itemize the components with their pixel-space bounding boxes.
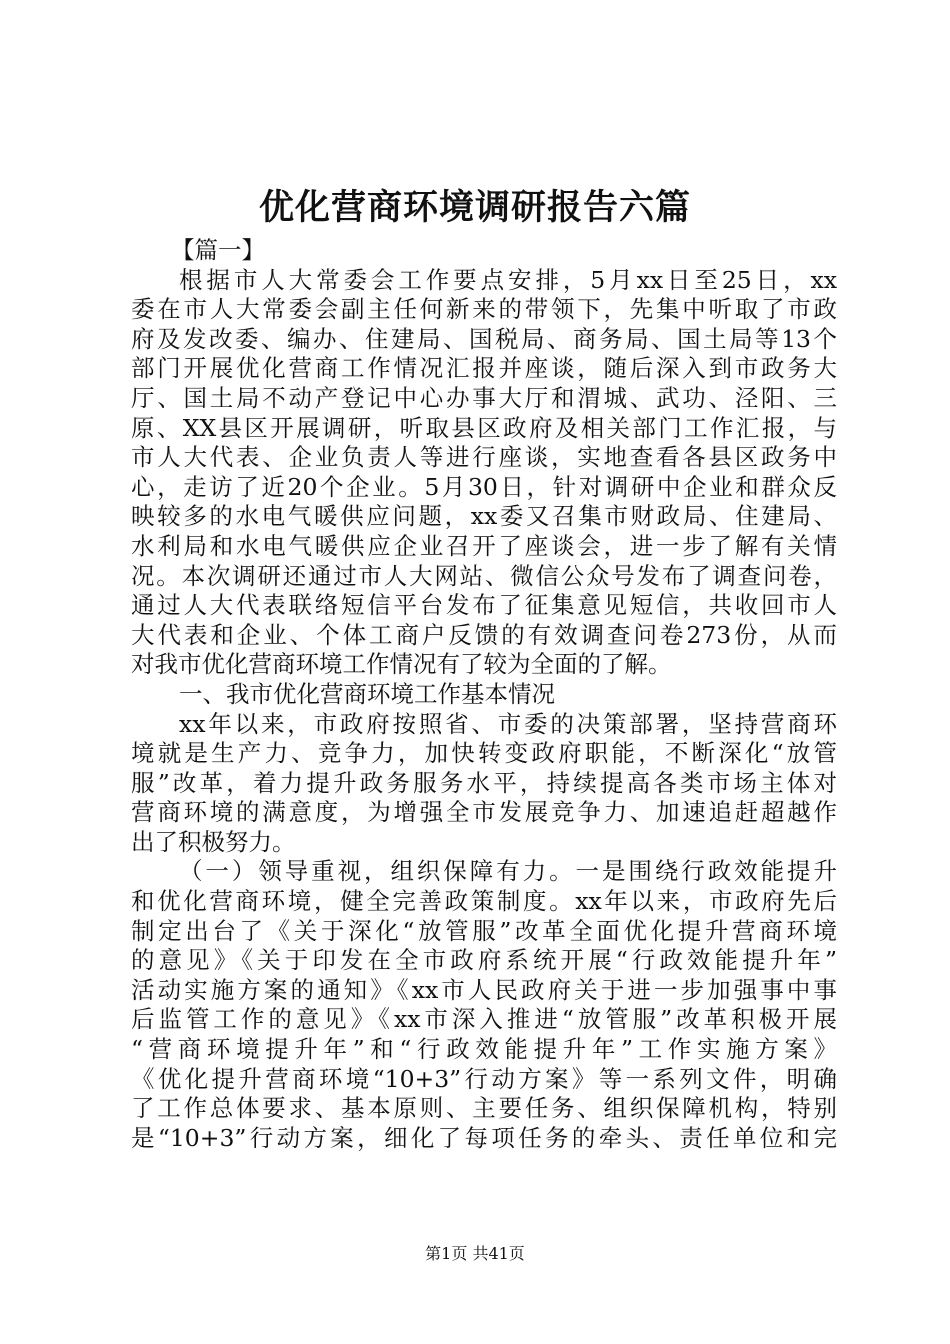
- page-footer: 第1页 共41页: [425, 1244, 525, 1263]
- text-line: 后监管工作的意见》《xx市深入推进“放管服”改革积极开展: [131, 1005, 837, 1034]
- text-line: 对我市优化营商环境工作情况有了较为全面的了解。: [131, 650, 672, 679]
- text-line: 通过人大代表联络短信平台发布了征集意见短信，共收回市人: [131, 591, 837, 620]
- text-line: 《优化提升营商环境“10+3”行动方案》等一系列文件，明确: [131, 1064, 837, 1093]
- text-line: 一、我市优化营商环境工作基本情况: [179, 679, 555, 708]
- text-line: 了工作总体要求、基本原则、主要任务、组织保障机构，特别: [131, 1094, 837, 1123]
- document-title: 优化营商环境调研报告六篇: [258, 187, 691, 228]
- text-line: 境就是生产力、竞争力，加快转变政府职能，不断深化“放管: [131, 739, 837, 768]
- text-line: 出了积极努力。: [131, 827, 296, 856]
- text-line: 【篇一】: [171, 236, 265, 264]
- text-line: 制定出台了《关于深化“放管服”改革全面优化提升营商环境: [131, 916, 837, 945]
- text-line: 活动实施方案的通知》《xx市人民政府关于进一步加强事中事: [131, 975, 837, 1004]
- text-line: xx年以来，市政府按照省、市委的决策部署，坚持营商环: [179, 709, 837, 738]
- text-line: 的意见》《关于印发在全市政府系统开展“行政效能提升年”: [131, 946, 837, 975]
- text-line: 原、XX县区开展调研，听取县区政府及相关部门工作汇报，与: [131, 413, 837, 442]
- text-line: 委在市人大常委会副主任何新来的带领下，先集中听取了市政: [131, 295, 837, 324]
- text-line: 心，走访了近20个企业。5月30日，针对调研中企业和群众反: [131, 472, 837, 501]
- text-line: 厅、国土局不动产登记中心办事大厅和渭城、武功、泾阳、三: [131, 383, 837, 412]
- text-line: （一）领导重视，组织保障有力。一是围绕行政效能提升: [179, 857, 837, 886]
- text-line: 府及发改委、编办、住建局、国税局、商务局、国土局等13个: [131, 324, 837, 353]
- text-line: 是“10+3”行动方案，细化了每项任务的牵头、责任单位和完: [131, 1123, 837, 1152]
- text-line: 服”改革，着力提升政务服务水平，持续提高各类市场主体对: [131, 768, 837, 797]
- text-line: 况。本次调研还通过市人大网站、微信公众号发布了调查问卷，: [131, 561, 837, 590]
- text-line: 映较多的水电气暖供应问题，xx委又召集市财政局、住建局、: [131, 502, 837, 531]
- text-line: 水利局和水电气暖供应企业召开了座谈会，进一步了解有关情: [131, 531, 837, 560]
- text-line: “营商环境提升年”和“行政效能提升年”工作实施方案》: [131, 1035, 837, 1064]
- text-line: 营商环境的满意度，为增强全市发展竞争力、加速追赶超越作: [131, 798, 837, 827]
- document-body: [131, 236, 837, 1153]
- text-line: 根据市人大常委会工作要点安排，5月xx日至25日，xx: [179, 265, 837, 294]
- text-line: 市人大代表、企业负责人等进行座谈，实地查看各县区政务中: [131, 443, 837, 472]
- text-line: 大代表和企业、个体工商户反馈的有效调查问卷273份，从而: [131, 620, 837, 649]
- text-line: 和优化营商环境，健全完善政策制度。xx年以来，市政府先后: [131, 887, 837, 916]
- text-line: 部门开展优化营商工作情况汇报并座谈，随后深入到市政务大: [131, 354, 837, 383]
